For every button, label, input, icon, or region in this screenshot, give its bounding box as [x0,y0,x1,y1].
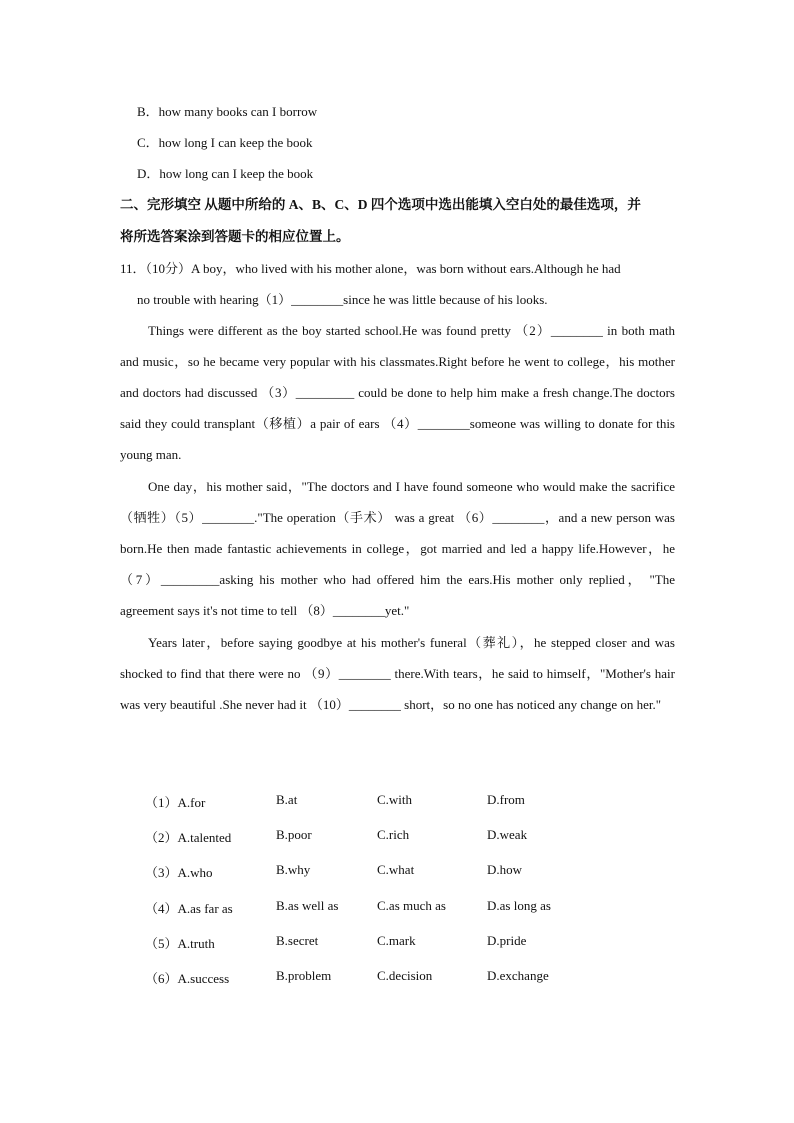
choice-a: （5）A.truth [145,936,215,951]
choice-c: C.decision [377,968,433,983]
question-11 [120,253,675,315]
choice-d: D.from [487,792,525,807]
choice-b: B.as well as [276,898,339,913]
choice-d: D.as long as [487,898,551,913]
paragraph-text: Years later，before saying goodbye at his mother's funeral（葬礼），he stepped closer and was shocked to find that there were no （9）________ there.With tears，he said to himself，"Mother's hair was very beautiful .She never had it （10）________ short，so no one has noticed any change on her." [120,635,675,712]
option-c: C．how long I can keep the book [137,135,313,150]
choice-d: D.exchange [487,968,549,983]
choice-c: C.with [377,792,413,807]
choice-b: B.secret [276,933,319,948]
paragraph-text: Things were different as the boy started school.He was found pretty （2）________ in both math and music，so he became very popular with his classmates.Right before he went to college，his mother and doctors had discussed （3）_________ could be done to help him make a fresh change.The doctors said they could transplant（移植）a pair of ears （4）________someone was willing to donate for this young man. [120,323,675,462]
choice-b: B.poor [276,827,312,842]
section-heading-cont: 将所选答案涂到答题卡的相应位置上。 [120,229,350,244]
choice-a: （4）A.as far as [145,901,233,916]
choice-d: D.pride [487,933,527,948]
choice-b: B.problem [276,968,332,983]
choice-a: （3）A.who [145,865,213,880]
choice-b: B.why [276,862,311,877]
choice-d: D.weak [487,827,528,842]
passage-paragraph-1 [120,315,675,470]
choice-a: （6）A.success [145,971,230,986]
passage-paragraph-3 [120,627,675,720]
choice-d: D.how [487,862,523,877]
choice-c: C.what [377,862,415,877]
question-head: 11．（10分）A boy，who lived with his mother alone，was born without ears.Although he had [120,261,621,276]
choice-a: （2）A.talented [145,830,232,845]
question-head-cont: no trouble with hearing（1）________since he was little because of his looks. [137,292,548,307]
option-d: D．how long can I keep the book [137,166,314,181]
choice-a: （1）A.for [145,795,206,810]
choice-c: C.as much as [377,898,446,913]
passage-paragraph-2 [120,471,675,626]
choice-c: C.mark [377,933,416,948]
choice-c: C.rich [377,827,410,842]
option-b: B．how many books can I borrow [137,104,318,119]
paragraph-text: One day，his mother said，"The doctors and I have found someone who would make the sacrifice（牺牲）（5）________."The operation（手术） was a great （6）________，and a new person was born.He then made fantastic achievements in college，got married and led a happy life.However，he （7）_________asking his mother who had offered him the ears.His mother only replied， "The agreement says it's not time to tell （8）________yet." [120,479,675,618]
section-heading: 二、完形填空 从题中所给的 A、B、C、D 四个选项中选出能填入空白处的最佳选项，并 [120,197,641,212]
choice-b: B.at [276,792,298,807]
